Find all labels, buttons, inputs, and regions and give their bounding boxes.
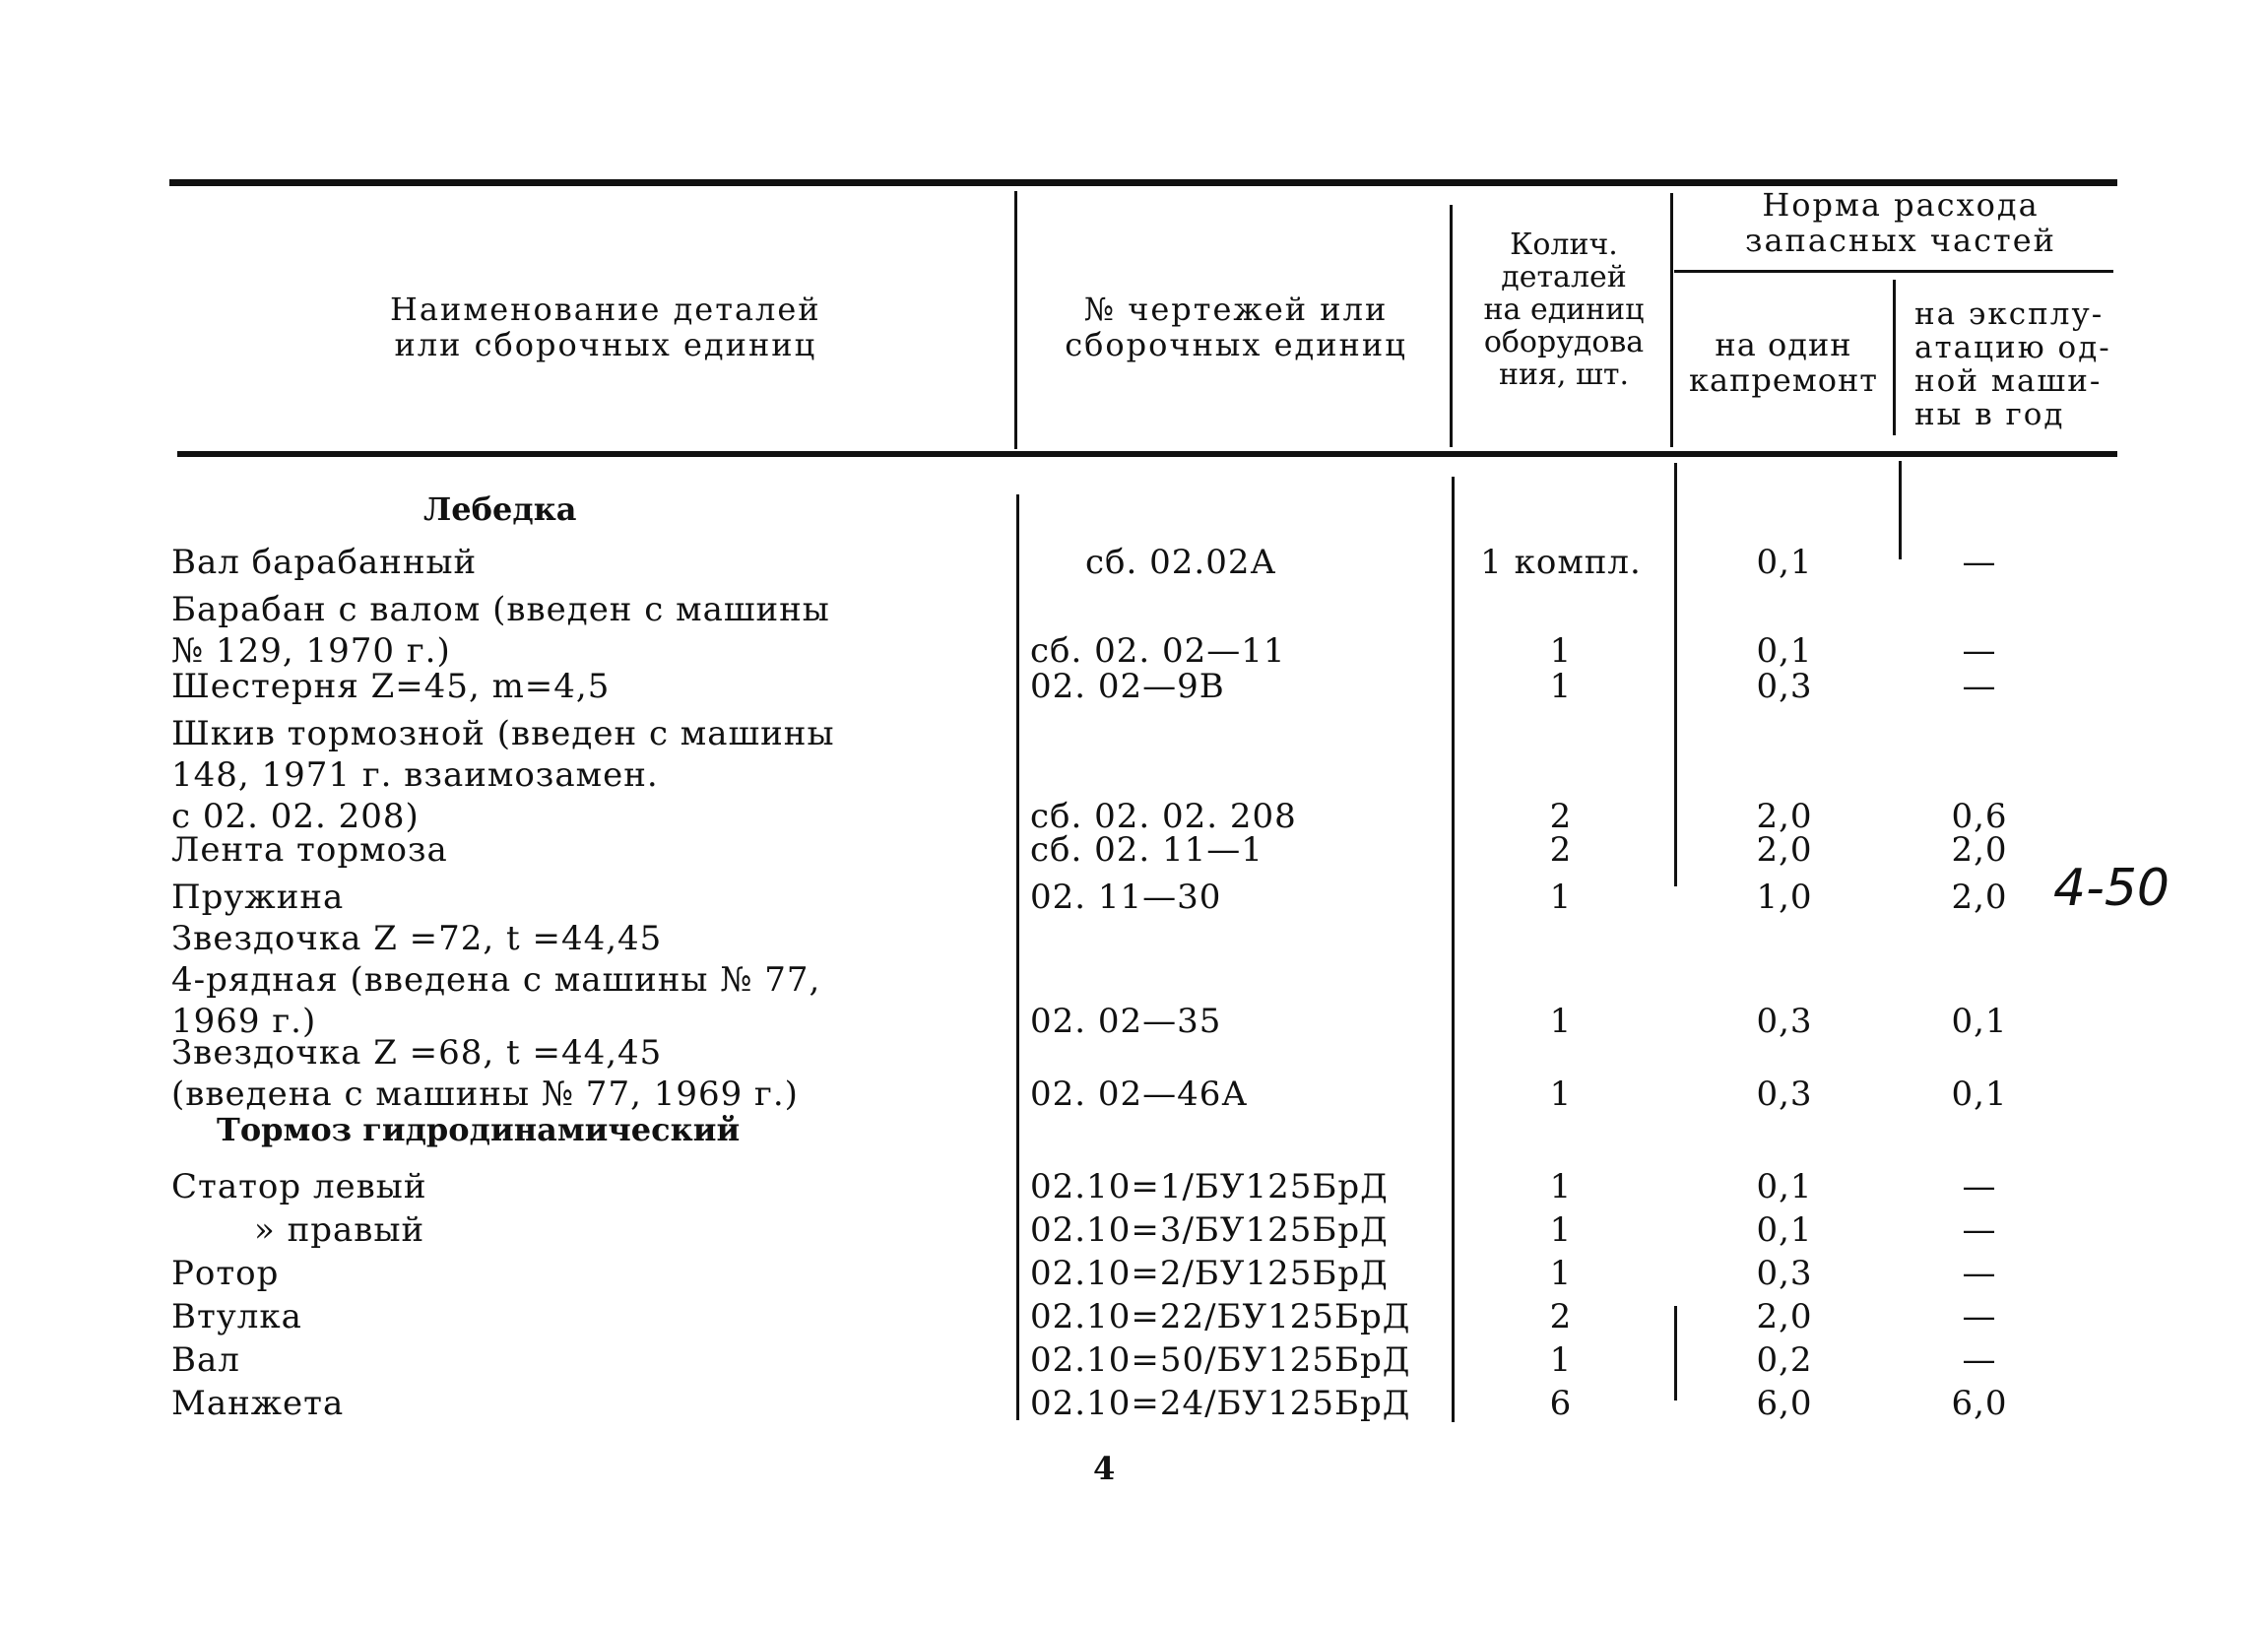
body-divider-1	[1016, 494, 1019, 1420]
header-drawing-col	[1054, 292, 1418, 362]
part-name: № 129, 1970 г.)	[171, 631, 451, 671]
quantity: 1	[1549, 667, 1573, 706]
header-annual-line3: ной маши-	[1914, 363, 2103, 399]
quantity: 1 компл.	[1480, 543, 1642, 582]
part-name: Звездочка Z =68, t =44,45	[171, 1033, 663, 1073]
norm-per-year: —	[1962, 1210, 1997, 1250]
norm-per-year: —	[1962, 1297, 1997, 1336]
part-name: Звездочка Z =72, t =44,45	[171, 919, 663, 958]
header-bottom-rule	[177, 451, 2117, 457]
norm-per-repair: 2,0	[1756, 1297, 1813, 1336]
norm-per-year: 2,0	[1951, 878, 2008, 917]
norm-per-year: 0,1	[1951, 1074, 2008, 1114]
part-name: » правый	[254, 1210, 425, 1250]
header-divider-2	[1450, 205, 1453, 447]
quantity: 1	[1549, 1074, 1573, 1114]
page-number: 4	[1093, 1450, 1117, 1487]
norm-per-year: —	[1962, 631, 1997, 671]
drawing-number: сб. 02. 11—1	[1030, 830, 1264, 870]
header-qty-line5: ния, шт.	[1498, 358, 1629, 392]
norm-per-repair: 2,0	[1756, 830, 1813, 870]
header-drawing-line1: № чертежей или	[1083, 291, 1389, 328]
norm-per-repair: 1,0	[1756, 878, 1813, 917]
part-name: Статор левый	[171, 1167, 427, 1206]
norm-per-year: —	[1962, 1340, 1997, 1380]
norm-per-repair: 0,3	[1756, 1074, 1813, 1114]
drawing-number: 02.10=24/БУ125БрД	[1030, 1384, 1411, 1423]
header-qty-line4: оборудова	[1483, 325, 1645, 359]
quantity: 1	[1549, 631, 1573, 671]
norm-per-year: —	[1962, 543, 1997, 582]
norm-per-repair: 0,1	[1756, 543, 1813, 582]
drawing-number: 02. 02—46А	[1030, 1074, 1249, 1114]
norm-per-year: 0,1	[1951, 1002, 2008, 1041]
quantity: 1	[1549, 878, 1573, 917]
norm-per-year: —	[1962, 1167, 1997, 1206]
header-repair-line2: капремонт	[1688, 361, 1878, 399]
quantity: 2	[1549, 1297, 1573, 1336]
header-name-col	[390, 292, 821, 362]
quantity: 1	[1549, 1002, 1573, 1041]
section-brake: Тормоз гидродинамический	[217, 1111, 741, 1148]
norm-per-repair: 6,0	[1756, 1384, 1813, 1423]
part-name: 148, 1971 г. взаимозамен.	[171, 755, 659, 795]
part-name: Шкив тормозной (введен с машины	[171, 714, 835, 753]
body-divider-2	[1452, 477, 1455, 1422]
part-name: 4-рядная (введена с машины № 77,	[171, 960, 821, 1000]
header-qty-line3: на единиц	[1483, 293, 1645, 327]
header-repair-col	[1674, 327, 1893, 398]
quantity: 2	[1549, 797, 1573, 836]
norm-per-repair: 0,3	[1756, 1002, 1813, 1041]
part-name: Вал барабанный	[171, 543, 478, 582]
norm-per-repair: 0,1	[1756, 1167, 1813, 1206]
quantity: 1	[1549, 1340, 1573, 1380]
header-repair-line1: на один	[1715, 326, 1852, 363]
part-name: с 02. 02. 208)	[171, 797, 420, 836]
drawing-number: 02.10=1/БУ125БрД	[1030, 1167, 1389, 1206]
header-norm-line1: Норма расхода	[1762, 186, 2040, 224]
part-name: Лента тормоза	[171, 830, 448, 870]
drawing-number: 02. 11—30	[1030, 878, 1222, 917]
part-name: Шестерня Z=45, m=4,5	[171, 667, 611, 706]
drawing-number: 02.10=22/БУ125БрД	[1030, 1297, 1411, 1336]
drawing-number: 02.10=2/БУ125БрД	[1030, 1254, 1389, 1293]
header-name-line1: Наименование деталей	[390, 291, 821, 328]
drawing-number: сб. 02. 02—11	[1030, 631, 1286, 671]
drawing-number: 02. 02—35	[1030, 1002, 1222, 1041]
header-divider-1	[1014, 191, 1017, 449]
drawing-number: сб. 02. 02. 208	[1030, 797, 1297, 836]
header-annual-col	[1914, 297, 2111, 431]
drawing-number: 02.10=3/БУ125БрД	[1030, 1210, 1389, 1250]
quantity: 1	[1549, 1254, 1573, 1293]
handwritten-margin-note: 4-50	[2053, 859, 2171, 918]
norm-per-repair: 0,3	[1756, 1254, 1813, 1293]
part-name: Пружина	[171, 878, 345, 917]
part-name: Манжета	[171, 1384, 345, 1423]
quantity: 1	[1549, 1210, 1573, 1250]
header-qty-line1: Колич.	[1510, 228, 1618, 262]
body-divider-3b	[1674, 1306, 1677, 1400]
header-norm-group	[1684, 187, 2117, 258]
part-name: 1969 г.)	[171, 1002, 317, 1041]
header-drawing-line2: сборочных единиц	[1065, 326, 1407, 363]
quantity: 1	[1549, 1167, 1573, 1206]
header-divider-4	[1893, 280, 1896, 435]
norm-per-repair: 2,0	[1756, 797, 1813, 836]
part-name: Барабан с валом (введен с машины	[171, 590, 830, 629]
part-name: (введена с машины № 77, 1969 г.)	[171, 1074, 799, 1114]
header-annual-line2: атацию од-	[1914, 330, 2111, 365]
norm-per-repair: 0,3	[1756, 667, 1813, 706]
header-norm-line2: запасных частей	[1745, 222, 2056, 259]
group-underline	[1674, 270, 2113, 273]
section-winch: Лебедка	[423, 490, 577, 528]
norm-per-repair: 0,1	[1756, 1210, 1813, 1250]
norm-per-year: 6,0	[1951, 1384, 2008, 1423]
header-qty-line2: деталей	[1501, 260, 1627, 294]
drawing-number: 02.10=50/БУ125БрД	[1030, 1340, 1411, 1380]
header-annual-line4: ны в год	[1914, 397, 2065, 432]
body-divider-3	[1674, 463, 1677, 886]
header-annual-line1: на эксплу-	[1914, 296, 2105, 332]
header-qty-col	[1456, 228, 1672, 391]
part-name: Ротор	[171, 1254, 280, 1293]
drawing-number: 02. 02—9В	[1030, 667, 1225, 706]
quantity: 6	[1549, 1384, 1573, 1423]
norm-per-year: —	[1962, 667, 1997, 706]
norm-per-year: 2,0	[1951, 830, 2008, 870]
part-name: Втулка	[171, 1297, 302, 1336]
norm-per-repair: 0,1	[1756, 631, 1813, 671]
drawing-number: сб. 02.02А	[1085, 543, 1277, 582]
top-rule	[169, 179, 2117, 186]
part-name: Вал	[171, 1340, 240, 1380]
norm-per-year: 0,6	[1951, 797, 2008, 836]
norm-per-year: —	[1962, 1254, 1997, 1293]
norm-per-repair: 0,2	[1756, 1340, 1813, 1380]
header-name-line2: или сборочных единиц	[394, 326, 817, 363]
quantity: 2	[1549, 830, 1573, 870]
